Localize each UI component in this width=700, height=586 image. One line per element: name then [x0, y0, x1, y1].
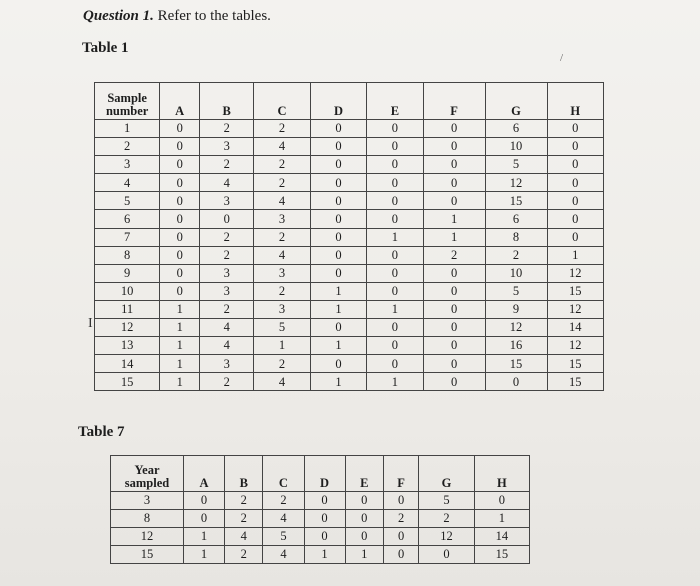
question-text: Refer to the tables. — [157, 8, 271, 24]
table1-row — [95, 337, 604, 355]
table1-cell: 0 — [547, 174, 604, 192]
table1-cell: 10 — [485, 138, 547, 156]
table1-title: Table 1 — [82, 40, 129, 56]
table1-cell: 2 — [254, 156, 310, 174]
table1-cell: 0 — [160, 264, 200, 282]
table1-row-label: 8 — [95, 246, 160, 264]
table1-row-label: 14 — [95, 355, 160, 373]
table1-cell: 3 — [254, 264, 310, 282]
table1-header-col: G — [485, 83, 547, 120]
table1-row-label: 13 — [95, 337, 160, 355]
table1-cell: 0 — [310, 246, 366, 264]
table1-cell: 6 — [485, 120, 547, 138]
table1-cell: 0 — [367, 264, 423, 282]
table1-cell: 2 — [254, 174, 310, 192]
table1-cell: 0 — [367, 337, 423, 355]
table7-row — [111, 546, 530, 564]
table1-cell: 0 — [200, 210, 254, 228]
table1-row — [95, 120, 604, 138]
table1-cell: 12 — [547, 300, 604, 318]
table1-cell: 1 — [254, 337, 310, 355]
table1-cell: 12 — [485, 174, 547, 192]
table1-row — [95, 373, 604, 391]
table1-header-col: B — [200, 83, 254, 120]
table1-cell: 3 — [200, 355, 254, 373]
table1-cell: 4 — [254, 138, 310, 156]
table1-cell: 0 — [160, 174, 200, 192]
table1-cell: 0 — [423, 156, 485, 174]
table1-row-label: 7 — [95, 228, 160, 246]
table1-cell: 4 — [254, 373, 310, 391]
table1-cell: 0 — [310, 120, 366, 138]
table1-cell: 0 — [310, 355, 366, 373]
table1-cell: 5 — [254, 319, 310, 337]
table7-header-col: A — [184, 456, 225, 492]
table1-row — [95, 355, 604, 373]
table1-row-label: 12 — [95, 319, 160, 337]
table1-cell: 3 — [254, 210, 310, 228]
table7-cell: 5 — [263, 528, 304, 546]
table1-cell: 4 — [254, 192, 310, 210]
table1-cell: 0 — [367, 174, 423, 192]
table1-cell: 0 — [367, 192, 423, 210]
table7-cell: 2 — [225, 492, 263, 510]
margin-pen-mark: I — [88, 316, 93, 331]
table7-cell: 1 — [184, 528, 225, 546]
table1-cell: 0 — [423, 120, 485, 138]
table7-cell: 0 — [304, 528, 345, 546]
table1-cell: 0 — [423, 355, 485, 373]
table1-cell: 1 — [367, 228, 423, 246]
table1-cell: 5 — [485, 282, 547, 300]
corner-pen-mark: / — [560, 52, 564, 64]
table7-cell: 2 — [225, 510, 263, 528]
table1-row-label: 5 — [95, 192, 160, 210]
table7-cell: 4 — [263, 510, 304, 528]
table1-cell: 1 — [160, 355, 200, 373]
table1-cell: 0 — [160, 192, 200, 210]
table1-row-label: 10 — [95, 282, 160, 300]
table1-cell: 0 — [160, 156, 200, 174]
table1-header-col: F — [423, 83, 485, 120]
table7-cell: 1 — [304, 546, 345, 564]
table7-row — [111, 528, 530, 546]
table1-row-label: 1 — [95, 120, 160, 138]
table1-cell: 0 — [310, 210, 366, 228]
question-number: Question 1. — [83, 8, 154, 24]
table1-cell: 0 — [423, 337, 485, 355]
table1-cell: 1 — [160, 319, 200, 337]
table7-header-col: E — [345, 456, 383, 492]
table1-row — [95, 228, 604, 246]
table1-cell: 0 — [310, 174, 366, 192]
table7-cell: 0 — [345, 510, 383, 528]
table7-cell: 1 — [474, 510, 529, 528]
table-7 — [110, 455, 530, 564]
table1-cell: 0 — [547, 138, 604, 156]
table7-header-col: B — [225, 456, 263, 492]
table7-cell: 2 — [419, 510, 474, 528]
table7-row-label: 3 — [111, 492, 184, 510]
table7-cell: 0 — [184, 510, 225, 528]
table1-cell: 15 — [485, 355, 547, 373]
table1-row-label: 15 — [95, 373, 160, 391]
table1-cell: 2 — [200, 373, 254, 391]
table1-cell: 0 — [310, 228, 366, 246]
table1-cell: 0 — [367, 246, 423, 264]
table1-cell: 16 — [485, 337, 547, 355]
table7-cell: 2 — [383, 510, 418, 528]
table1-cell: 0 — [160, 246, 200, 264]
table1-cell: 3 — [200, 264, 254, 282]
table1-cell: 0 — [160, 120, 200, 138]
table1-cell: 4 — [200, 337, 254, 355]
table1-header-col: E — [367, 83, 423, 120]
table7-cell: 0 — [383, 546, 418, 564]
table1-cell: 15 — [547, 282, 604, 300]
table7-body — [111, 492, 530, 564]
table1-cell: 1 — [160, 373, 200, 391]
table1-cell: 1 — [310, 282, 366, 300]
table7-cell: 0 — [345, 528, 383, 546]
table7-cell: 0 — [304, 492, 345, 510]
table7-cell: 0 — [383, 492, 418, 510]
table1-cell: 15 — [547, 373, 604, 391]
table1-cell: 15 — [485, 192, 547, 210]
table1-row-label: 6 — [95, 210, 160, 228]
table-1 — [94, 82, 604, 391]
table1-cell: 2 — [254, 228, 310, 246]
table1-row-label: 2 — [95, 138, 160, 156]
table1-cell: 1 — [160, 337, 200, 355]
table1-cell: 0 — [485, 373, 547, 391]
table1-cell: 0 — [310, 138, 366, 156]
table1-row-label: 4 — [95, 174, 160, 192]
table1-row — [95, 138, 604, 156]
table1-cell: 0 — [310, 192, 366, 210]
table1-cell: 0 — [423, 373, 485, 391]
table1-cell: 2 — [200, 246, 254, 264]
table1-cell: 1 — [423, 228, 485, 246]
table7-header-col: F — [383, 456, 418, 492]
table1-cell: 1 — [310, 337, 366, 355]
table7-cell: 4 — [263, 546, 304, 564]
table7-header-row — [111, 456, 530, 492]
table1-cell: 10 — [485, 264, 547, 282]
table1-cell: 0 — [423, 300, 485, 318]
table7-row — [111, 510, 530, 528]
table1-cell: 0 — [423, 264, 485, 282]
table1-cell: 0 — [547, 156, 604, 174]
table1-row-label: 11 — [95, 300, 160, 318]
table7-cell: 14 — [474, 528, 529, 546]
table1-cell: 0 — [367, 319, 423, 337]
table1-cell: 0 — [547, 192, 604, 210]
table7-header-col: G — [419, 456, 474, 492]
table1-row — [95, 210, 604, 228]
table1-cell: 0 — [160, 210, 200, 228]
table7-cell: 1 — [345, 546, 383, 564]
table1-row — [95, 319, 604, 337]
table1-cell: 0 — [367, 210, 423, 228]
table7-cell: 2 — [263, 492, 304, 510]
table1-row — [95, 192, 604, 210]
table1-cell: 2 — [200, 300, 254, 318]
table1-cell: 14 — [547, 319, 604, 337]
table7-cell: 0 — [474, 492, 529, 510]
question-heading — [83, 8, 271, 25]
table1-cell: 15 — [547, 355, 604, 373]
table1-cell: 0 — [547, 120, 604, 138]
table1-row — [95, 174, 604, 192]
table1-cell: 12 — [485, 319, 547, 337]
table1-cell: 2 — [423, 246, 485, 264]
table1-cell: 0 — [367, 156, 423, 174]
table1-cell: 0 — [367, 355, 423, 373]
table1-cell: 0 — [547, 228, 604, 246]
table1-header-col: D — [310, 83, 366, 120]
table1-cell: 1 — [160, 300, 200, 318]
table1-cell: 2 — [485, 246, 547, 264]
table7-cell: 12 — [419, 528, 474, 546]
table1-cell: 0 — [423, 319, 485, 337]
table1-row — [95, 156, 604, 174]
table7-cell: 15 — [474, 546, 529, 564]
table7-row-label: 8 — [111, 510, 184, 528]
table1-cell: 1 — [367, 300, 423, 318]
table7-cell: 0 — [184, 492, 225, 510]
table1-cell: 0 — [423, 282, 485, 300]
table1-cell: 3 — [200, 192, 254, 210]
table7-cell: 0 — [304, 510, 345, 528]
table1-cell: 0 — [547, 210, 604, 228]
table1-cell: 2 — [254, 355, 310, 373]
table1-row — [95, 264, 604, 282]
table1-cell: 0 — [160, 228, 200, 246]
table1-cell: 8 — [485, 228, 547, 246]
table1-cell: 2 — [200, 120, 254, 138]
table1-cell: 0 — [160, 138, 200, 156]
table7-cell: 5 — [419, 492, 474, 510]
table1-row — [95, 282, 604, 300]
table7-header-col: H — [474, 456, 529, 492]
table1-cell: 1 — [310, 373, 366, 391]
table1-cell: 1 — [423, 210, 485, 228]
table1-cell: 4 — [200, 174, 254, 192]
table1-row — [95, 300, 604, 318]
table1-header-col: H — [547, 83, 604, 120]
table1-cell: 5 — [485, 156, 547, 174]
table1-cell: 3 — [200, 138, 254, 156]
table7-header-year-sampled: Year sampled — [111, 456, 184, 492]
table1-cell: 0 — [310, 319, 366, 337]
table1-header-col: A — [160, 83, 200, 120]
table1-cell: 0 — [310, 156, 366, 174]
table1-cell: 12 — [547, 337, 604, 355]
table7-title: Table 7 — [78, 424, 125, 440]
table1-cell: 2 — [200, 156, 254, 174]
table1-header-col: C — [254, 83, 310, 120]
table7-row-label: 12 — [111, 528, 184, 546]
table1-cell: 1 — [310, 300, 366, 318]
table7-header-col: D — [304, 456, 345, 492]
table1-cell: 3 — [200, 282, 254, 300]
table1-cell: 2 — [254, 120, 310, 138]
table1-header-sample-number: Sample number — [95, 83, 160, 120]
table1-header-row — [95, 83, 604, 120]
table7-cell: 0 — [345, 492, 383, 510]
table1-body — [95, 120, 604, 391]
table1-cell: 0 — [423, 174, 485, 192]
table7-cell: 0 — [383, 528, 418, 546]
table7-cell: 4 — [225, 528, 263, 546]
table1-row-label: 3 — [95, 156, 160, 174]
table1-cell: 1 — [547, 246, 604, 264]
table1-cell: 3 — [254, 300, 310, 318]
table7-row — [111, 492, 530, 510]
table1-cell: 0 — [160, 282, 200, 300]
table7-header-col: C — [263, 456, 304, 492]
table7-cell: 2 — [225, 546, 263, 564]
table1-cell: 9 — [485, 300, 547, 318]
table1-cell: 0 — [367, 120, 423, 138]
table7-cell: 0 — [419, 546, 474, 564]
table1-cell: 0 — [423, 138, 485, 156]
table1-cell: 0 — [367, 282, 423, 300]
table1-cell: 2 — [254, 282, 310, 300]
table1-cell: 0 — [367, 138, 423, 156]
table7-cell: 1 — [184, 546, 225, 564]
table1-row — [95, 246, 604, 264]
table1-row-label: 9 — [95, 264, 160, 282]
table1-cell: 12 — [547, 264, 604, 282]
table1-cell: 0 — [423, 192, 485, 210]
table1-cell: 6 — [485, 210, 547, 228]
table1-cell: 4 — [254, 246, 310, 264]
table7-row-label: 15 — [111, 546, 184, 564]
table1-cell: 4 — [200, 319, 254, 337]
table1-cell: 0 — [310, 264, 366, 282]
table1-cell: 2 — [200, 228, 254, 246]
table1-cell: 1 — [367, 373, 423, 391]
